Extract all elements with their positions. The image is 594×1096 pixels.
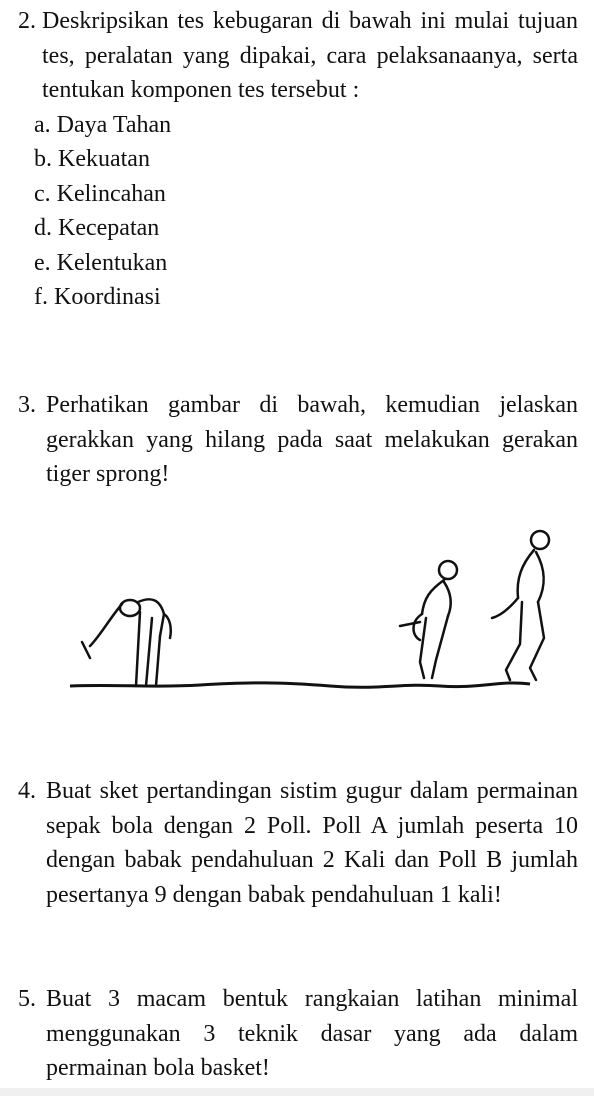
- question-4: [18, 774, 578, 912]
- option-item: a. Daya Tahan: [34, 111, 172, 138]
- question-3: [18, 388, 578, 492]
- option-item: e. Kelentukan: [34, 249, 168, 276]
- question-text: Buat sket pertandingan sistim gugur dalam permainan sepak bola dengan 2 Poll. Poll A jumlah peserta 10 dengan babak pendahuluan 2 Kali dan Poll B jumlah pesertanya 9 dengan babak pendahuluan 1 kali!: [46, 778, 578, 908]
- option-item: f. Koordinasi: [34, 284, 161, 310]
- figure-standing: [492, 531, 549, 680]
- question-number: 3.: [18, 392, 36, 418]
- question-text: Buat 3 macam bentuk rangkaian latihan minimal menggunakan 3 teknik dasar yang ada dalam permainan bola basket!: [46, 986, 578, 1081]
- option-item: b. Kekuatan: [34, 146, 150, 172]
- question-number: 2.: [18, 8, 36, 34]
- figure-jumping: [400, 561, 457, 678]
- question-text: Deskripsikan tes kebugaran di bawah ini mulai tujuan tes, peralatan yang dipakai, cara pelaksanaanya, serta tentukan komponen tes tersebut :: [42, 8, 578, 103]
- tiger-sprong-illustration: [60, 518, 560, 696]
- question-5: [18, 982, 578, 1086]
- question-number: 4.: [18, 778, 36, 804]
- question-text: Perhatikan gambar di bawah, kemudian jelaskan gerakkan yang hilang pada saat melakukan gerakan tiger sprong!: [46, 392, 578, 487]
- question-2: [18, 4, 578, 315]
- option-item: d. Kecepatan: [34, 215, 160, 241]
- figure-rolling: [82, 599, 171, 686]
- ground-line: [70, 683, 530, 687]
- question-number: 5.: [18, 986, 36, 1012]
- option-list: [18, 108, 578, 315]
- page-bottom-edge: [0, 1088, 594, 1096]
- option-item: c. Kelincahan: [34, 180, 166, 207]
